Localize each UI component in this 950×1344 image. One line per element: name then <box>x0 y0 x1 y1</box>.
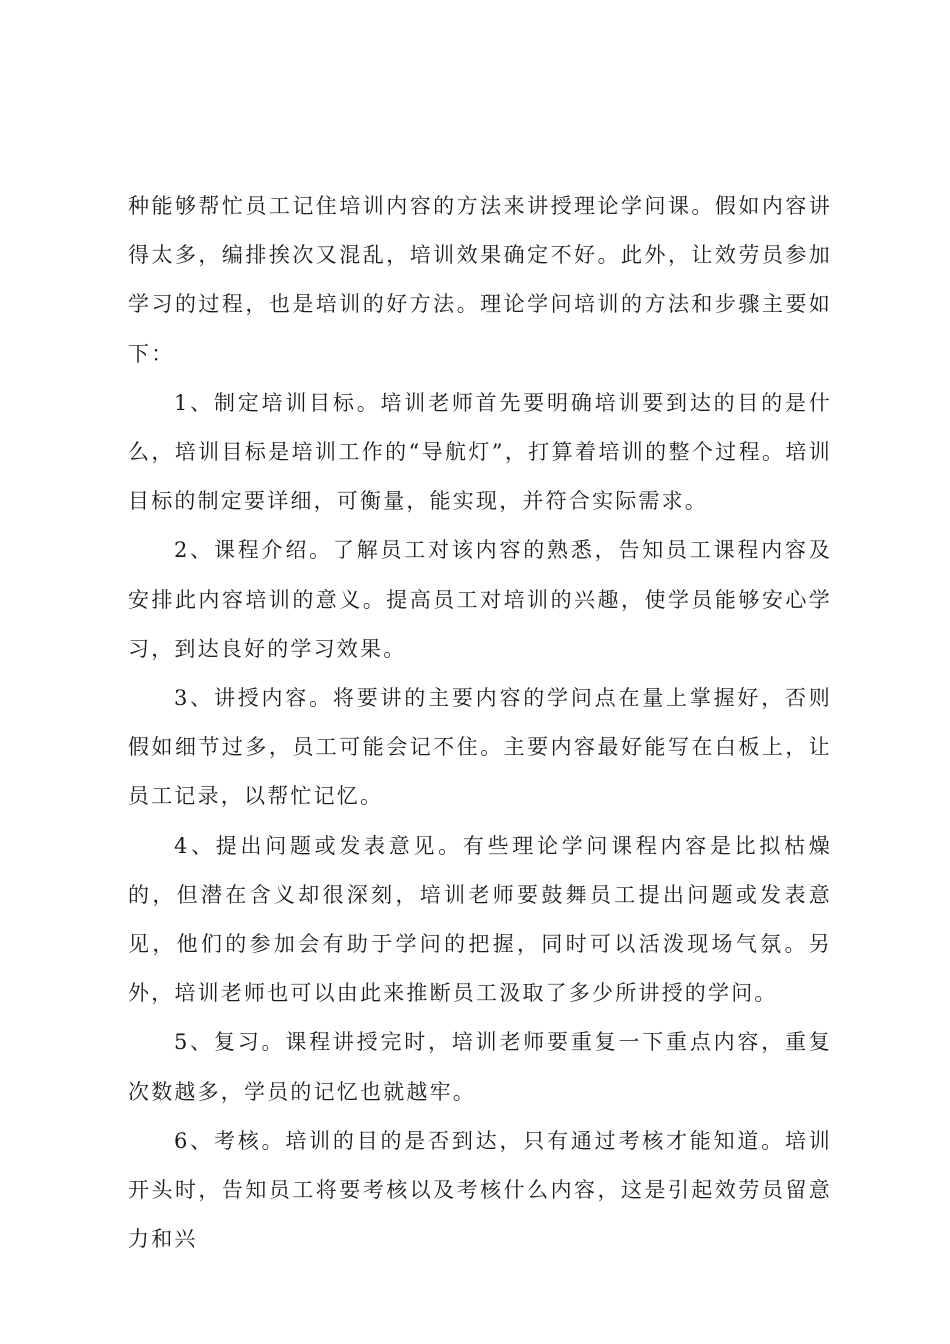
paragraph-step-2: 2、课程介绍。了解员工对该内容的熟悉，告知员工课程内容及安排此内容培训的意义。提高员工对培训的兴趣，使学员能够安心学习，到达良好的学习效果。 <box>128 538 832 661</box>
paragraph-step-3: 3、讲授内容。将要讲的主要内容的学问点在量上掌握好，否则假如细节过多，员工可能会记不住。主要内容最好能写在白板上，让员工记录，以帮忙记忆。 <box>128 686 832 809</box>
paragraph-step-5: 5、复习。课程讲授完时，培训老师要重复一下重点内容，重复次数越多，学员的记忆也就越牢。 <box>128 1030 832 1104</box>
paragraph-continuation: 种能够帮忙员工记住培训内容的方法来讲授理论学问课。假如内容讲得太多，编排挨次又混乱，培训效果确定不好。此外，让效劳员参加学习的过程，也是培训的好方法。理论学问培训的方法和步骤主要如下： <box>128 194 832 366</box>
paragraph-step-1: 1、制定培训目标。培训老师首先要明确培训要到达的目的是什么，培训目标是培训工作的“导航灯”，打算着培训的整个过程。培训目标的制定要详细，可衡量，能实现，并符合实际需求。 <box>128 390 832 514</box>
paragraph-step-4: 4、提出问题或发表意见。有些理论学问课程内容是比拟枯燥的，但潜在含义却很深刻，培训老师要鼓舞员工提出问题或发表意见，他们的参加会有助于学问的把握，同时可以活泼现场气氛。另外，培训老师也可以由此来推断员工汲取了多少所讲授的学问。 <box>128 833 832 1006</box>
document-body <box>128 182 832 1264</box>
paragraph-step-6: 6、考核。培训的目的是否到达，只有通过考核才能知道。培训开头时，告知员工将要考核以及考核什么内容，这是引起效劳员留意力和兴 <box>128 1128 832 1252</box>
